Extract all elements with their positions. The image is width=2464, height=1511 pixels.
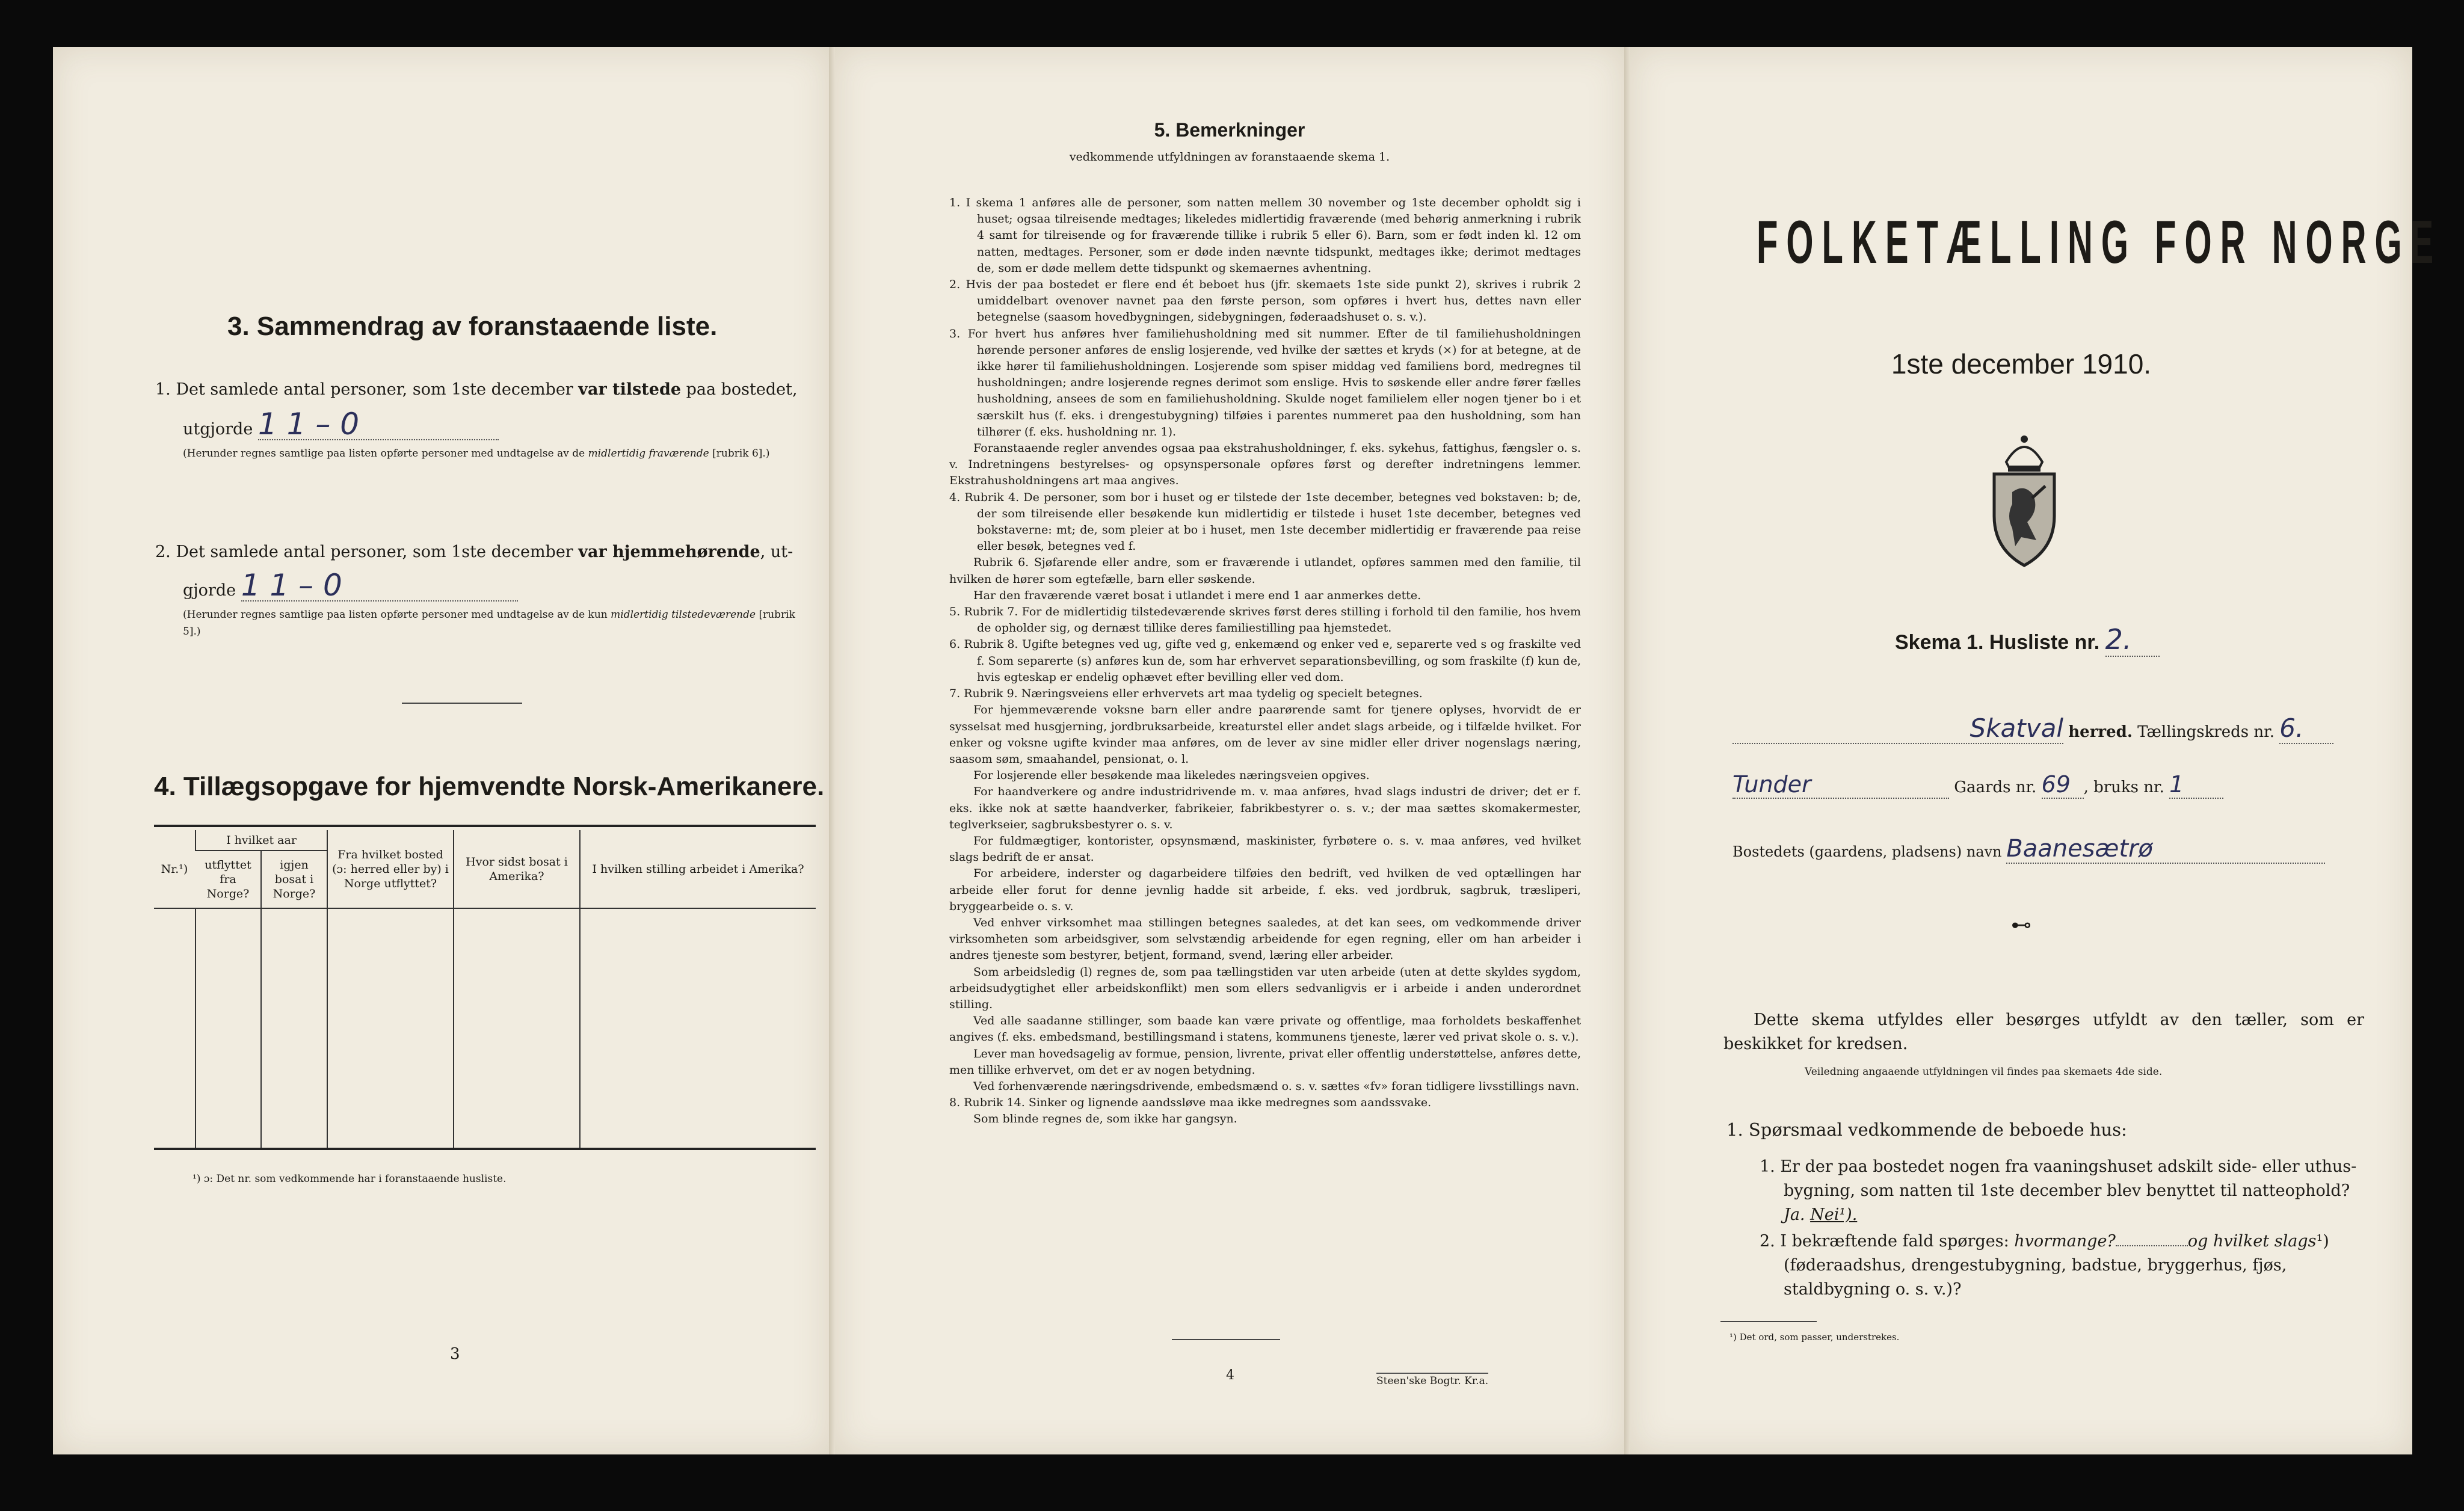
col-nr: Nr.¹) bbox=[154, 830, 196, 908]
left-page bbox=[53, 47, 829, 1454]
table-cell bbox=[154, 908, 196, 1149]
skema-line bbox=[1895, 623, 2160, 657]
krets-label: Tællingskreds nr. bbox=[2137, 723, 2275, 741]
remarks-body bbox=[949, 195, 1581, 1128]
table-cell bbox=[261, 908, 327, 1149]
remark-paragraph: 8. Rubrik 14. Sinker og lignende aandssløve maa ikke medregnes som aandssvake. bbox=[949, 1096, 1432, 1110]
col-fra: Fra hvilket bosted (ɔ: herred eller by) i Norge utflyttet? bbox=[327, 830, 454, 908]
remark-paragraph: Har den fraværende været bosat i utlandet i mere end 1 aar anmerkes dette. bbox=[973, 588, 1421, 602]
answer-nei: Nei¹). bbox=[1810, 1205, 1858, 1224]
question-2-ital-b: og hvilket slags bbox=[2187, 1232, 2317, 1251]
remark-paragraph: Rubrik 6. Sjøfarende eller andre, som er fraværende i utlandet, opføres sammen med den familie, til hvilken de hører som egtefælle, barn eller søskende. bbox=[949, 556, 1581, 586]
remark-paragraph: Lever man hovedsagelig av formue, pension, livrente, privat eller offentlig understøttelse, anføres dette, men tillike erhvervet, om det er av nogen betydning. bbox=[949, 1047, 1581, 1077]
remark-paragraph: 5. Rubrik 7. For de midlertidig tilstedeværende skrives først deres stilling i forhold til den familie, hos hvem de opholder sig, og dernæst tillike deres familiestilling paa hjemstedet. bbox=[949, 605, 1581, 635]
item1-text-a: Det samlede antal personer, som 1ste december bbox=[176, 380, 579, 399]
question-2-ital-a: hvormange? bbox=[2014, 1232, 2116, 1251]
item2-text-bold: var hjemmehørende bbox=[578, 543, 760, 561]
remark-paragraph: 3. For hvert hus anføres hver familiehusholdning med sit nummer. Efter de til familiehusholdningen hørende personer anføres de enslig losjerende, ved hvilke der sættes et kryds (×) for at betegne, at de ikke hører til familiehusholdningen. Losjerende som spiser middag ved familiens bord, medregnes til husholdningen; andre losjerende regnes derimot som enslige. Hvis to søskende eller andre fører fælles husholdning, ansees de som en familiehusholdning. Skulde noget familielem eller nogen tjener bo i et særskilt hus (f. eks. i drengestubygning) tilføies i parentes nummeret paa den husholdning, som han tilhører (f. eks. husholdning nr. 1). bbox=[949, 327, 1581, 439]
question-2-text-a: 2. I bekræftende fald spørges: bbox=[1760, 1232, 2009, 1251]
bosted-line bbox=[1732, 835, 2394, 864]
skema-hand: 2. bbox=[2105, 623, 2160, 657]
census-title: FOLKETÆLLING FOR NORGE bbox=[1757, 208, 2442, 277]
remark-paragraph: Som blinde regnes de, som ikke har gangsyn. bbox=[973, 1112, 1237, 1126]
intro-text: Dette skema utfyldes eller besørges utfyldt av den tæller, som er beskikket for kredsen. bbox=[1723, 1011, 2364, 1053]
right-page bbox=[1630, 47, 2442, 1454]
item1-text-b: paa bostedet, bbox=[681, 380, 798, 399]
summary-item-1 bbox=[155, 377, 823, 462]
remark-paragraph: Ved alle saadanne stillinger, som baade kan være private og offentlige, maa forholdets beskaffenhet angives (f. eks. embedsmand, bestillingsmand i statens, kommunens tjeneste, lærer ved privat skole o. s. v.). bbox=[949, 1014, 1581, 1044]
question-2-text-b: ¹) (føderaadshus, drengestubygning, badstue, bryggerhus, fjøs, staldbygning o. s. v.)? bbox=[1784, 1232, 2329, 1299]
right-footnote: ¹) Det ord, som passer, understrekes. bbox=[1729, 1332, 1900, 1343]
remark-paragraph: Ved enhver virksomhet maa stillingen betegnes saaledes, at det kan sees, om vedkommende driver virksomheten som arbeidsgiver, som selvstændig arbeidende for egen regning, eller om han arbeider i andres tjeneste som bestyrer, betjent, formand, svend, læring eller arbeider. bbox=[949, 916, 1581, 962]
remark-paragraph: For fuldmægtiger, kontorister, opsynsmænd, maskinister, fyrbøtere o. s. v. maa anføres, ved hvilket slags bedrift de er ansat. bbox=[949, 834, 1581, 864]
gaard-label: Gaards nr. bbox=[1954, 778, 2037, 796]
question-1 bbox=[1760, 1155, 2367, 1302]
remark-paragraph: Som arbeidsledig (l) regnes de, som paa tællingstiden var uten arbeide (uten at dette skyldes sygdom, arbeidsudygtighet eller arbeidskonflikt) men som ellers sedvanligvis er i arbeide i anden underordnet stilling. bbox=[949, 965, 1581, 1011]
norsk-amerikanere-table bbox=[154, 830, 816, 1150]
skema-label: Skema 1. Husliste nr. bbox=[1895, 631, 2100, 654]
remark-paragraph: 6. Rubrik 8. Ugifte betegnes ved ug, gifte ved g, enkemænd og enker ved e, separerte ved s og fraskilte ved f. Som separerte (s) anføres kun de, som har erhvervet separationsbevilling, og som fraskilte (f) kun de, hvis egteskap er endelig ophævet efter bevilling eller ved dom. bbox=[949, 638, 1581, 684]
bruk-hand: 1 bbox=[2169, 771, 2223, 799]
item2-text-a: Det samlede antal personer, som 1ste december bbox=[176, 543, 579, 561]
item2-note-a: (Herunder regnes samtlige paa listen opførte personer med undtagelse av de kun bbox=[183, 609, 611, 621]
item1-hand-value: 1 1 – 0 bbox=[258, 409, 499, 440]
question-2 bbox=[1760, 1229, 2367, 1302]
item1-line2-label: utgjorde bbox=[183, 420, 253, 439]
col-stilling: I hvilken stilling arbeidet i Amerika? bbox=[580, 830, 816, 908]
bosted-label: Bostedets (gaardens, pladsens) navn bbox=[1732, 843, 2002, 860]
gaard-line bbox=[1732, 771, 2394, 799]
herred-hand: Skatval bbox=[1732, 713, 2063, 744]
herred-label: herred. bbox=[2068, 723, 2133, 741]
middle-page bbox=[835, 47, 1624, 1454]
printer-mark: Steen'ske Bogtr. Kr.a. bbox=[1376, 1373, 1488, 1387]
col-utflyttet: utflyttet fra Norge? bbox=[196, 851, 261, 908]
item1-num: 1. bbox=[155, 380, 171, 399]
ornament: ⊷ bbox=[2011, 913, 2031, 937]
section4-heading: 4. Tillægsopgave for hjemvendte Norsk-Amerikanere. bbox=[154, 772, 825, 801]
item2-num: 2. bbox=[155, 543, 171, 561]
remark-paragraph: 4. Rubrik 4. De personer, som bor i huset og er tilstede der 1ste december, betegnes ved bokstaven: b; de, der som tilreisende eller besøkende kun midlertidig er tilstede i huset 1ste december, betegnes ved bokstaverne: mt; de, som pleier at bo i huset, men 1ste december midlertidig er fraværende paa reise eller besøk, betegnes ved f. bbox=[949, 490, 1581, 553]
bosted-hand: Baanesætrø bbox=[2006, 835, 2325, 864]
col-igjen: igjen bosat i Norge? bbox=[261, 851, 327, 908]
item2-line2-label: gjorde bbox=[183, 581, 236, 600]
remarks-subheading: vedkommende utfyldningen av foranstaaende skema 1. bbox=[1069, 150, 1390, 164]
remark-paragraph: 7. Rubrik 9. Næringsveiens eller erhvervets art maa tydelig og specielt betegnes. bbox=[949, 687, 1423, 701]
question-1-text: 1. Er der paa bostedet nogen fra vaaningshuset adskilt side- eller uthus-bygning, som natten til 1ste december blev benyttet til natteophold? bbox=[1760, 1157, 2357, 1200]
remark-paragraph: Foranstaaende regler anvendes ogsaa paa ekstrahusholdninger, f. eks. sykehus, fattighus, fængsler o. s. v. Indretningens bestyrelses- og opsynspersonale opføres først og derefter indretningens lemmer. Ekstrahusholdningens art maa angives. bbox=[949, 442, 1581, 488]
col-hvor: Hvor sidst bosat i Amerika? bbox=[454, 830, 580, 908]
divider bbox=[1172, 1339, 1280, 1340]
item1-note-a: (Herunder regnes samtlige paa listen opførte personer med undtagelse av de bbox=[183, 448, 588, 460]
gaard-number-hand: 69 bbox=[2042, 771, 2084, 799]
remark-paragraph: For arbeidere, inderster og dagarbeidere tilføies den bedrift, ved hvilken de ved optællingen har arbeide eller forut for denne jevnlig hadde sit arbeide, f. eks. ved jordbruk, sagbruk, træsliperi, bryggearbeide o. s. v. bbox=[949, 867, 1581, 913]
table-top-rule bbox=[154, 825, 816, 827]
gaard-hand: Tunder bbox=[1732, 771, 1949, 799]
section3-heading: 3. Sammendrag av foranstaaende liste. bbox=[227, 312, 718, 341]
divider bbox=[1720, 1321, 1817, 1322]
item2-note-ital: midlertidig tilstedeværende bbox=[611, 609, 756, 621]
remark-paragraph: For hjemmeværende voksne barn eller andre paarørende samt for tjenere oplyses, hvorvidt de er sysselsat med husgjerning, jordbruksarbeide, kreaturstel eller andet slags arbeide, og i tilfælde hvilket. For enker og voksne ugifte kvinder maa anføres, om de lever av sine midler eller driver nogenslags næring, saasom søm, smaahandel, pensionat, o. l. bbox=[949, 703, 1581, 766]
answer-ja: Ja. bbox=[1784, 1205, 1805, 1224]
herred-line bbox=[1732, 713, 2394, 744]
table-cell bbox=[196, 908, 261, 1149]
table-cell bbox=[580, 908, 816, 1149]
krets-hand: 6. bbox=[2279, 713, 2333, 744]
question-heading: 1. Spørsmaal vedkommende de beboede hus: bbox=[1726, 1119, 2127, 1140]
coat-of-arms-icon bbox=[1979, 426, 2069, 570]
page-number-4: 4 bbox=[1226, 1368, 1234, 1383]
table-cell bbox=[454, 908, 580, 1149]
divider bbox=[402, 703, 522, 704]
remark-paragraph: For losjerende eller besøkende maa likeledes næringsveien opgives. bbox=[973, 769, 1370, 783]
remark-paragraph: For haandverkere og andre industridrivende m. v. maa anføres, hvad slags industri de driver; det er f. eks. ikke nok at sætte haandverker, fabrikeier, fabrikbestyrer o. s. v.; der maa sættes skomakermester, teglverkseier, sagbruksbestyrer o. s. v. bbox=[949, 785, 1581, 831]
table-cell bbox=[327, 908, 454, 1149]
remarks-heading: 5. Bemerkninger bbox=[1154, 119, 1305, 141]
page-number-3: 3 bbox=[450, 1345, 460, 1363]
item2-note-b: [rubrik 5].) bbox=[183, 609, 795, 638]
col-group: I hvilket aar bbox=[196, 830, 327, 851]
item1-note-b: [rubrik 6].) bbox=[709, 448, 770, 460]
remark-paragraph: 2. Hvis der paa bostedet er flere end ét beboet hus (jfr. skemaets 1ste side punkt 2), skrives i rubrik 2 umiddelbart ovenover navnet paa den første person, som opføres i hvert hus, dettes navn eller betegnelse (saasom hovedbygningen, sidebygningen, føderaadshuset o. s. v.). bbox=[949, 278, 1581, 324]
item2-hand-value: 1 1 – 0 bbox=[241, 570, 518, 602]
remark-paragraph: Ved forhenværende næringsdrivende, embedsmænd o. s. v. sættes «fv» foran tidligere livsstillings navn. bbox=[973, 1079, 1580, 1093]
item2-text-b: , ut- bbox=[760, 543, 793, 561]
item1-note-ital: midlertidig fraværende bbox=[588, 448, 709, 460]
remark-paragraph: 1. I skema 1 anføres alle de personer, som natten mellem 30 november og 1ste december opholdt sig i huset; ogsaa tilreisende medtages; likeledes midlertidig fraværende (med behørig anmerkning i rubrik 4 samt for tilreisende og for fraværende tillike i rubrik 5 eller 6). Barn, som er født inden kl. 12 om natten, medtages. Personer, som er døde inden nævnte tidspunkt, medtages ikke; derimot medtages de, som er døde mellem dette tidspunkt og skemaernes avhentning. bbox=[949, 196, 1581, 275]
table-footnote: ¹) ɔ: Det nr. som vedkommende har i foranstaaende husliste. bbox=[192, 1173, 507, 1185]
intro-note: Veiledning angaaende utfyldningen vil findes paa skemaets 4de side. bbox=[1805, 1066, 2163, 1078]
bruk-label: , bruks nr. bbox=[2083, 778, 2164, 796]
summary-item-2 bbox=[155, 539, 823, 640]
item1-text-bold: var tilstede bbox=[578, 380, 681, 399]
census-date: 1ste december 1910. bbox=[1891, 348, 2152, 380]
